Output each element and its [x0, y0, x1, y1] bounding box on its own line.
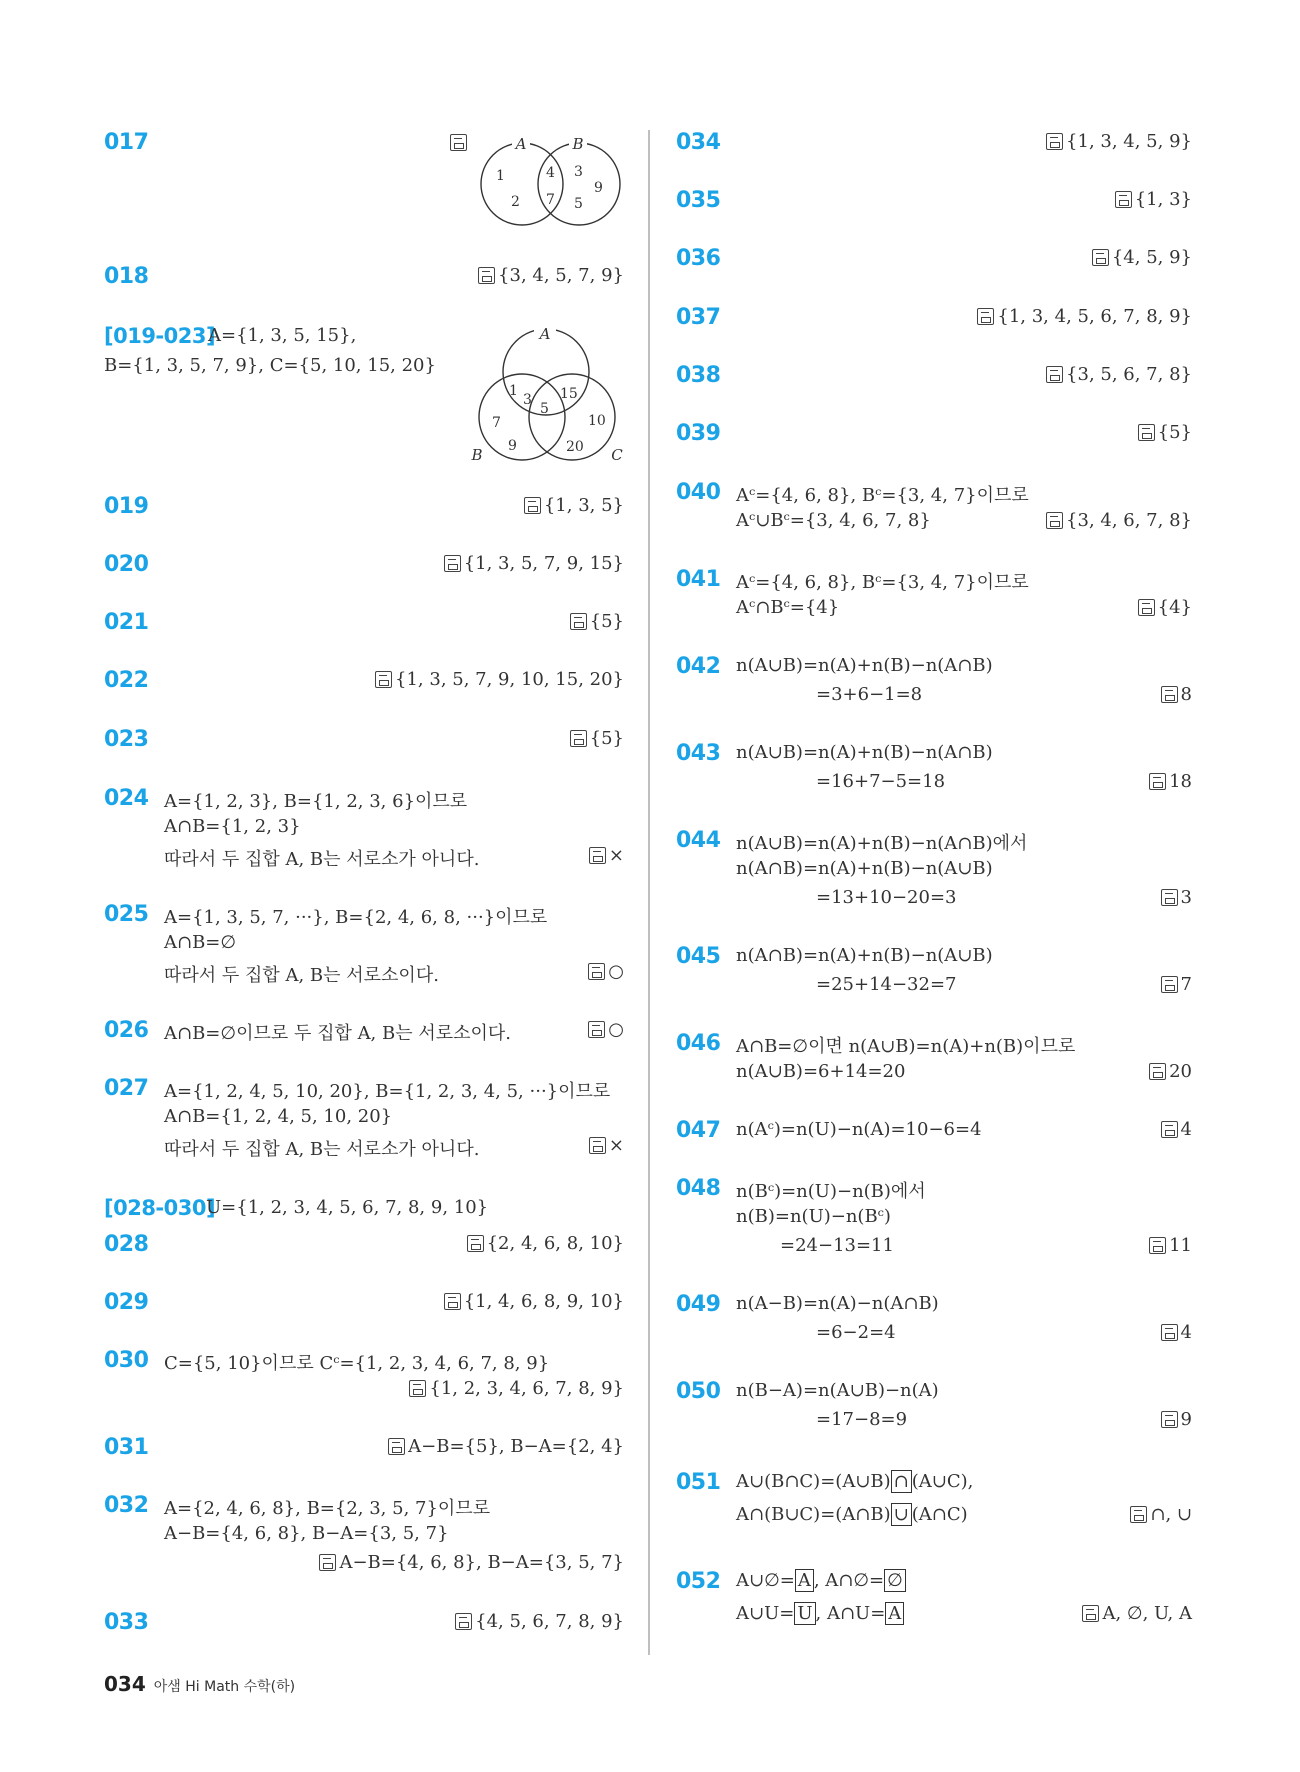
problem-number: 030	[104, 1348, 149, 1373]
solution-line: Aᶜ∪Bᶜ={3, 4, 6, 7, 8}	[736, 510, 931, 531]
answer-text: 9	[1180, 1409, 1192, 1430]
problem-number: 041	[676, 567, 721, 592]
solution-line: 따라서 두 집합 A, B는 서로소가 아니다.	[164, 1139, 480, 1160]
problem-number: 020	[104, 552, 149, 577]
problem-number: 042	[676, 654, 721, 679]
solution-line: Aᶜ={4, 6, 8}, Bᶜ={3, 4, 7}이므로	[736, 485, 1029, 506]
solution-line: A∩B=∅이면 n(A∪B)=n(A)+n(B)이므로	[736, 1036, 1076, 1057]
venn-value: 2	[511, 194, 520, 210]
venn-label-a: A	[539, 325, 551, 343]
answer	[1115, 189, 1192, 210]
expression-part: , A∩∅=	[813, 1570, 885, 1591]
answer	[409, 1378, 624, 1399]
problem-number: 017	[104, 130, 149, 155]
answer	[1149, 1235, 1192, 1256]
solution-line: 따라서 두 집합 A, B는 서로소가 아니다.	[164, 849, 480, 870]
problem-number: 018	[104, 264, 149, 289]
answer-badge-icon	[977, 308, 994, 325]
answer-badge-icon	[409, 1380, 426, 1397]
problem-number: 036	[676, 246, 721, 271]
problem-number: 028	[104, 1232, 149, 1257]
venn-value: 15	[560, 386, 578, 402]
answer	[467, 1233, 624, 1254]
answer	[1046, 131, 1192, 152]
solution-line: A∩B={1, 2, 3}	[164, 816, 301, 837]
problem-number: 045	[676, 944, 721, 969]
venn-diagram-019	[464, 322, 630, 472]
answer-text: ○	[608, 961, 624, 982]
answer-badge-icon	[1149, 1063, 1166, 1080]
solution-line: n(B−A)=n(A∪B)−n(A)	[736, 1380, 939, 1401]
solution-line: n(Bᶜ)=n(U)−n(B)에서	[736, 1181, 926, 1202]
problem-number: 050	[676, 1379, 721, 1404]
venn-value: 3	[574, 164, 583, 180]
boxed-blank: U	[794, 1602, 815, 1625]
problem-number: 047	[676, 1118, 721, 1143]
answer-text: {1, 4, 6, 8, 9, 10}	[463, 1291, 624, 1312]
solution-line: n(A∪B)=n(A)+n(B)−n(A∩B)에서	[736, 833, 1028, 854]
solution-line: A−B={4, 6, 8}, B−A={3, 5, 7}	[164, 1523, 449, 1544]
answer	[1161, 887, 1192, 908]
solution-line: =17−8=9	[816, 1409, 908, 1430]
answer-text: 20	[1169, 1061, 1192, 1082]
answer-text: 18	[1169, 771, 1192, 792]
problem-number: 033	[104, 1610, 149, 1635]
answer-text: {3, 4, 5, 7, 9}	[498, 265, 624, 286]
answer-badge-icon	[455, 1613, 472, 1630]
group-text-line: B={1, 3, 5, 7, 9}, C={5, 10, 15, 20}	[104, 355, 436, 376]
answer-text: 3	[1180, 887, 1192, 908]
expression-part: A∩(B∪C)=(A∩B)	[736, 1504, 891, 1525]
problem-number: 019	[104, 494, 149, 519]
solution-line	[736, 1603, 904, 1624]
problem-number: 029	[104, 1290, 149, 1315]
answer-text: {1, 2, 3, 4, 6, 7, 8, 9}	[429, 1378, 624, 1399]
answer-badge-icon	[1161, 1324, 1178, 1341]
answer-badge-icon	[1161, 1121, 1178, 1138]
problem-number: 044	[676, 828, 721, 853]
solution-line: A={2, 4, 6, 8}, B={2, 3, 5, 7}이므로	[164, 1498, 491, 1519]
answer	[319, 1552, 624, 1573]
answer-badge-icon	[1130, 1506, 1147, 1523]
answer	[977, 306, 1192, 327]
answer-text: {2, 4, 6, 8, 10}	[486, 1233, 624, 1254]
answer-text: {1, 3, 5, 7, 9, 10, 15, 20}	[395, 669, 624, 690]
answer	[589, 845, 624, 866]
boxed-blank: ∅	[884, 1569, 906, 1592]
answer	[375, 669, 624, 690]
answer-badge-icon	[1161, 976, 1178, 993]
solution-line: A∩B=∅이므로 두 집합 A, B는 서로소이다.	[164, 1023, 512, 1044]
solution-line: n(A∩B)=n(A)+n(B)−n(A∪B)	[736, 945, 993, 966]
boxed-blank: ∪	[891, 1503, 912, 1526]
answer-badge-icon	[1161, 1411, 1178, 1428]
venn-value: 5	[540, 401, 549, 417]
answer	[1046, 364, 1192, 385]
problem-number: 031	[104, 1435, 149, 1460]
answer-badge-icon	[1046, 512, 1063, 529]
answer-badge-icon	[524, 497, 541, 514]
problem-number: 037	[676, 305, 721, 330]
answer	[1149, 1061, 1192, 1082]
solution-line: C={5, 10}이므로 Cᶜ={1, 2, 3, 4, 6, 7, 8, 9}	[164, 1353, 550, 1374]
answer-badge-icon	[1149, 773, 1166, 790]
answer-badge-icon	[444, 555, 461, 572]
answer	[388, 1436, 624, 1457]
group-range: [019-023]	[104, 324, 216, 348]
column-divider	[648, 130, 650, 1655]
expression-part: A∪∅=	[736, 1570, 795, 1591]
problem-number: 035	[676, 188, 721, 213]
answer-badge-icon	[319, 1554, 336, 1571]
answer-badge-icon	[1161, 686, 1178, 703]
answer-text: A−B={5}, B−A={2, 4}	[408, 1436, 624, 1457]
problem-number: 027	[104, 1076, 149, 1101]
problem-number: 026	[104, 1018, 149, 1043]
answer-text: {4}	[1157, 597, 1192, 618]
venn-value: 4	[546, 165, 555, 181]
venn-value: 3	[523, 392, 532, 408]
solution-line: =13+10−20=3	[816, 887, 957, 908]
problem-number: 049	[676, 1292, 721, 1317]
solution-line: A={1, 2, 4, 5, 10, 20}, B={1, 2, 3, 4, 5, ···}이므로	[164, 1081, 611, 1102]
problem-number: 040	[676, 480, 721, 505]
venn-value: 20	[566, 439, 584, 455]
answer	[570, 728, 624, 749]
answer-text: ×	[608, 1135, 624, 1156]
answer	[589, 1135, 624, 1156]
answer-text: {1, 3, 5, 7, 9, 15}	[463, 553, 624, 574]
problem-number: 022	[104, 668, 149, 693]
answer-text: A−B={4, 6, 8}, B−A={3, 5, 7}	[339, 1552, 624, 1573]
answer-badge-icon	[1046, 366, 1063, 383]
answer	[1161, 1119, 1192, 1140]
page-number: 034	[104, 1672, 146, 1696]
answer	[1046, 510, 1192, 531]
problem-number: 021	[104, 610, 149, 635]
answer-badge-icon	[1115, 191, 1132, 208]
venn-circle-b	[538, 143, 620, 225]
answer-badge-icon	[1149, 1237, 1166, 1254]
problem-number: 034	[676, 130, 721, 155]
answer-text: 4	[1180, 1119, 1192, 1140]
group-text-line: A={1, 3, 5, 15},	[208, 325, 357, 346]
answer-text: {4, 5, 9}	[1111, 247, 1192, 268]
venn-label-b: B	[572, 135, 584, 153]
solution-line: n(A∩B)=n(A)+n(B)−n(A∪B)	[736, 858, 993, 879]
answer	[570, 611, 624, 632]
solution-line: =25+14−32=7	[816, 974, 957, 995]
answer-badge-icon	[388, 1438, 405, 1455]
solution-line: n(A−B)=n(A)−n(A∩B)	[736, 1293, 939, 1314]
solution-line	[736, 1570, 906, 1591]
venn-value: 7	[492, 415, 501, 431]
solution-line: =6−2=4	[816, 1322, 896, 1343]
answer-badge-icon	[450, 134, 467, 151]
solution-line: A={1, 2, 3}, B={1, 2, 3, 6}이므로	[164, 791, 468, 812]
problem-number: 039	[676, 421, 721, 446]
solution-line: A={1, 3, 5, 7, ···}, B={2, 4, 6, 8, ···}이므로	[164, 907, 548, 928]
answer-badge-icon	[570, 613, 587, 630]
answer-text: 11	[1169, 1235, 1192, 1256]
answer	[1082, 1603, 1192, 1624]
problem-number: 032	[104, 1493, 149, 1518]
solution-line: A∩B={1, 2, 4, 5, 10, 20}	[164, 1106, 393, 1127]
venn-value: 1	[509, 383, 518, 399]
answer-badge-icon	[588, 1021, 605, 1038]
problem-number: 043	[676, 741, 721, 766]
answer-badge-icon	[1161, 889, 1178, 906]
answer-badge-icon	[589, 1137, 606, 1154]
answer-badge-icon	[589, 847, 606, 864]
solution-line	[736, 1504, 968, 1525]
answer-badge-icon	[444, 1293, 461, 1310]
expression-part: , A∩U=	[815, 1603, 886, 1624]
answer-badge-icon	[467, 1235, 484, 1252]
answer-text: {3, 5, 6, 7, 8}	[1066, 364, 1192, 385]
answer-badge-icon	[375, 671, 392, 688]
answer-text: {1, 3, 5}	[543, 495, 624, 516]
solution-line	[736, 1471, 973, 1492]
venn-value: 9	[594, 180, 603, 196]
answer-text: 4	[1180, 1322, 1192, 1343]
answer-badge-icon	[1082, 1605, 1099, 1622]
answer-badge-icon	[1046, 133, 1063, 150]
answer	[1161, 1409, 1192, 1430]
solution-line: A∩B=∅	[164, 932, 237, 953]
venn-value: 7	[546, 192, 555, 208]
answer	[588, 961, 624, 982]
solution-line: n(A∪B)=6+14=20	[736, 1061, 906, 1082]
answer-text: 8	[1180, 684, 1192, 705]
boxed-blank: ∩	[891, 1470, 912, 1493]
answer-text: ○	[608, 1019, 624, 1040]
answer	[1161, 684, 1192, 705]
answer-badge-icon	[1092, 249, 1109, 266]
problem-number: 048	[676, 1176, 721, 1201]
answer	[444, 553, 624, 574]
answer-text: {1, 3, 4, 5, 6, 7, 8, 9}	[997, 306, 1192, 327]
venn-label-c: C	[611, 446, 623, 464]
solution-line: =24−13=11	[780, 1235, 894, 1256]
venn-value: 1	[496, 168, 505, 184]
problem-number: 023	[104, 727, 149, 752]
answer	[1149, 771, 1192, 792]
venn-label-a: A	[515, 135, 527, 153]
problem-number: 052	[676, 1569, 721, 1594]
answer	[1161, 974, 1192, 995]
boxed-blank: A	[885, 1602, 904, 1625]
solution-line: 따라서 두 집합 A, B는 서로소이다.	[164, 965, 439, 986]
answer	[524, 495, 624, 516]
group-text-line: U={1, 2, 3, 4, 5, 6, 7, 8, 9, 10}	[206, 1197, 489, 1218]
answer-badge-icon	[570, 730, 587, 747]
answer	[1092, 247, 1192, 268]
solution-line: n(B)=n(U)−n(Bᶜ)	[736, 1206, 891, 1227]
answer-text: 7	[1180, 974, 1192, 995]
page-footer	[104, 1672, 295, 1696]
expression-part: A∪(B∩C)=(A∪B)	[736, 1471, 891, 1492]
answer	[1138, 597, 1192, 618]
answer-text: {4, 5, 6, 7, 8, 9}	[475, 1611, 624, 1632]
answer	[588, 1019, 624, 1040]
problem-number: 024	[104, 786, 149, 811]
answer-text: ∩, ∪	[1150, 1504, 1192, 1525]
venn-value: 10	[588, 413, 606, 429]
book-title: 아샘 Hi Math 수학(하)	[153, 1679, 296, 1695]
venn-diagram-017	[466, 130, 628, 240]
venn-label-b: B	[471, 446, 483, 464]
solution-line: n(A∪B)=n(A)+n(B)−n(A∩B)	[736, 742, 993, 763]
solution-line: n(Aᶜ)=n(U)−n(A)=10−6=4	[736, 1119, 982, 1140]
answer-text: A, ∅, U, A	[1102, 1603, 1192, 1624]
answer-badge-icon	[1138, 599, 1155, 616]
solution-line: n(A∪B)=n(A)+n(B)−n(A∩B)	[736, 655, 993, 676]
answer-badge-icon	[478, 267, 495, 284]
solution-line: =16+7−5=18	[816, 771, 946, 792]
answer	[1138, 422, 1192, 443]
solution-line: Aᶜ={4, 6, 8}, Bᶜ={3, 4, 7}이므로	[736, 572, 1029, 593]
solution-line: Aᶜ∩Bᶜ={4}	[736, 597, 840, 618]
solution-line: =3+6−1=8	[816, 684, 923, 705]
problem-number: 051	[676, 1470, 721, 1495]
expression-part: (A∪C),	[911, 1471, 974, 1492]
answer-text: {1, 3}	[1134, 189, 1192, 210]
boxed-blank: A	[795, 1569, 814, 1592]
problem-number: 046	[676, 1031, 721, 1056]
answer-text: {3, 4, 6, 7, 8}	[1066, 510, 1192, 531]
answer	[444, 1291, 624, 1312]
venn-value: 9	[508, 438, 517, 454]
answer-text: ×	[608, 845, 624, 866]
answer	[478, 265, 624, 286]
answer-text: {5}	[1157, 422, 1192, 443]
answer	[1130, 1504, 1192, 1525]
answer-text: {5}	[589, 728, 624, 749]
answer-text: {5}	[589, 611, 624, 632]
answer-text: {1, 3, 4, 5, 9}	[1066, 131, 1192, 152]
answer	[1161, 1322, 1192, 1343]
answer	[455, 1611, 624, 1632]
group-range: [028-030]	[104, 1196, 216, 1220]
venn-value: 5	[574, 196, 583, 212]
problem-number: 038	[676, 363, 721, 388]
expression-part: (A∩C)	[911, 1504, 968, 1525]
answer-badge-icon	[1138, 424, 1155, 441]
answer-badge-icon	[588, 963, 605, 980]
expression-part: A∪U=	[736, 1603, 795, 1624]
problem-number: 025	[104, 902, 149, 927]
